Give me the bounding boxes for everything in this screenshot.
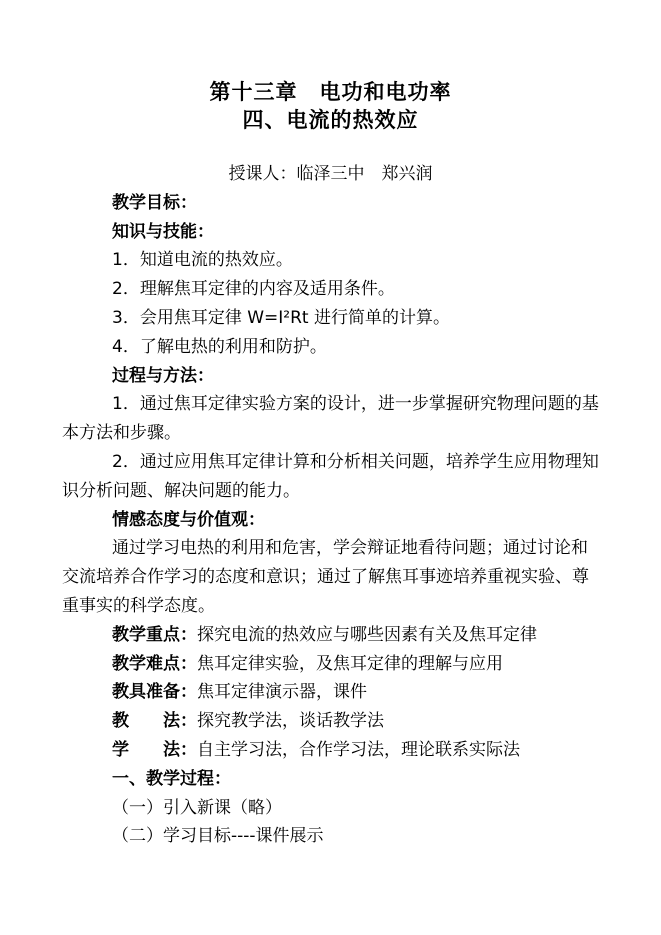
info-value: 焦耳定律实验，及焦耳定律的理解与应用 (197, 653, 503, 674)
info-label: 教具准备： (112, 682, 197, 703)
info-row-teaching-method (62, 707, 599, 736)
objectives-heading: 教学目标： (112, 192, 197, 213)
info-value: 探究教学法，谈话教学法 (197, 711, 384, 732)
chapter-title: 第十三章 电功和电功率 (209, 80, 452, 104)
knowledge-item-1: 1．知道电流的热效应。 (112, 250, 293, 271)
procedure-heading: 一、教学过程： (112, 768, 231, 789)
knowledge-item-4: 4．了解电热的利用和防护。 (112, 336, 327, 357)
info-row-learning-method (62, 736, 599, 765)
knowledge-item-2: 2．理解焦耳定律的内容及适用条件。 (112, 279, 395, 300)
lesson-title: 四、电流的热效应 (242, 108, 419, 132)
info-label: 教学难点： (112, 653, 197, 674)
process-paragraph-2: 2．通过应用焦耳定律计算和分析相关问题，培养学生应用物理知识分析问题、解决问题的能力。 (62, 451, 599, 501)
info-label: 学 法： (112, 739, 197, 760)
info-row-teaching-focus (62, 621, 599, 650)
info-value: 自主学习法，合作学习法，理论联系实际法 (197, 739, 520, 760)
procedure-step-2: （二）学习目标----课件展示 (112, 826, 324, 847)
lecturer-line: 授课人：临泽三中 郑兴润 (228, 164, 433, 184)
info-value: 焦耳定律演示器，课件 (197, 682, 367, 703)
knowledge-item-3: 3．会用焦耳定律 W=I²Rt 进行简单的计算。 (112, 307, 450, 328)
emotion-paragraph: 通过学习电热的利用和危害，学会辩证地看待问题；通过讨论和交流培养合作学习的态度和意识；通过了解焦耳事迹培养重视实验、尊重事实的科学态度。 (62, 538, 589, 616)
procedure-step-1: （一）引入新课（略） (112, 797, 282, 818)
emotion-heading: 情感态度与价值观： (112, 509, 265, 530)
info-row-teaching-aids (62, 678, 599, 707)
knowledge-heading: 知识与技能： (112, 221, 214, 242)
info-label: 教 法： (112, 711, 197, 732)
info-value: 探究电流的热效应与哪些因素有关及焦耳定律 (197, 624, 537, 645)
info-row-teaching-difficulty (62, 650, 599, 679)
process-paragraph-1: 1．通过焦耳定律实验方案的设计，进一步掌握研究物理问题的基本方法和步骤。 (62, 394, 599, 444)
process-heading: 过程与方法： (112, 365, 214, 386)
info-label: 教学重点： (112, 624, 197, 645)
